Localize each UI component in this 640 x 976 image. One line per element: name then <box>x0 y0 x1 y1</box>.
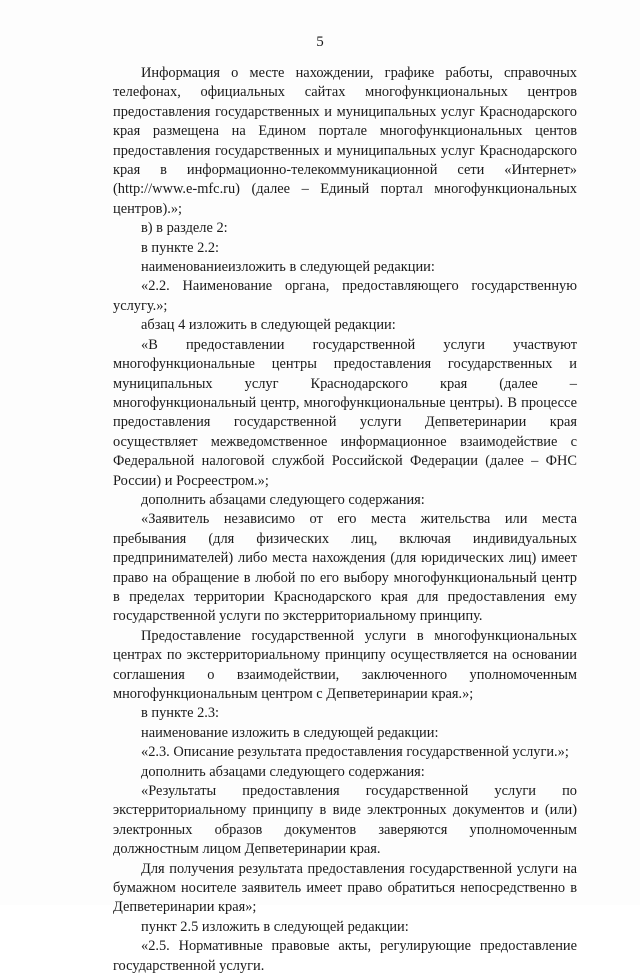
paragraph-item-2-2: в пункте 2.2: <box>141 239 220 256</box>
page-number: 5 <box>316 34 324 50</box>
paragraph-participants: «В предоставлении государственной услуги участвуют многофункциональные центры предоставления государственных и муниципальных услуг Краснодарского края (далее – многофункциональный центр, многофункциональные центры). В процессе предоставления государственной услуги Депветеринарии края осуществляет межведомственное информационное взаимодействие с Федеральной налоговой службой Российской Федерации (далее – ФНС России) и Росреестром.»; <box>113 336 577 489</box>
paragraph-add-abzacs-2: дополнить абзацами следующего содержания: <box>141 763 425 780</box>
paragraph-info-location: Информация о месте нахождении, графике работы, справочных телефонах, официальных сайтах многофункциональных центров предоставления государственных и муниципальных услуг Краснодарского края размещена на Едином портале многофункциональных центов предоставления государственных и муниципальных услуг Краснодарского края в информационно-телекоммуникационной сети «Интернет» (http://www.e-mfc.ru) (далее – Единый портал многофункциональных центров).»; <box>113 65 577 217</box>
paragraph-item-2-5: пункт 2.5 изложить в следующей редакции: <box>141 918 409 935</box>
paragraph-applicant: «Заявитель независимо от его места жительства или места пребывания (для физических лиц, включая индивидуальных предпринимателей) либо места нахождения (для юридических лиц) имеет право на обращение в любой по его выбору многофункциональный центр в пределах территории Краснодарского края для предоставления ему государственной услуги по экстерриториальному принципу. <box>113 511 577 625</box>
paragraph-abzac-4: абзац 4 изложить в следующей редакции: <box>141 317 396 334</box>
paragraph-section-2: в) в разделе 2: <box>141 220 228 237</box>
paragraph-paper-result: Для получения результата предоставления государственной услуги на бумажном носителе заявитель имеет право обратиться непосредственно в Депветеринарии края»; <box>113 860 577 916</box>
paragraph-name-edit-2: наименование изложить в следующей редакции: <box>141 724 439 741</box>
paragraph-extraterritorial: Предоставление государственной услуги в многофункциональных центрах по экстерриториальному принципу осуществляется на основании соглашения о взаимодействии, заключенного уполномоченным многофункциональным центром с Депветеринарии края.»; <box>113 627 577 702</box>
paragraph-add-abzacs-1: дополнить абзацами следующего содержания: <box>141 491 425 508</box>
paragraph-2-2-title: «2.2. Наименование органа, предоставляющего государственную услугу.»; <box>113 278 577 314</box>
paragraph-item-2-3: в пункте 2.3: <box>141 705 220 722</box>
document-body <box>113 64 577 976</box>
paragraph-2-5-title: «2.5. Нормативные правовые акты, регулирующие предоставление государственной услуги. <box>113 938 577 974</box>
paragraph-name-edit: наименованиеизложить в следующей редакции: <box>141 259 435 276</box>
paragraph-2-3-title: «2.3. Описание результата предоставления государственной услуги.»; <box>141 744 569 761</box>
paragraph-results: «Результаты предоставления государственной услуги по экстерриториальному принципу в виде электронных документов и (или) электронных образов документов заверяются уполномоченным должностным лицом Депветеринарии края. <box>113 783 577 858</box>
